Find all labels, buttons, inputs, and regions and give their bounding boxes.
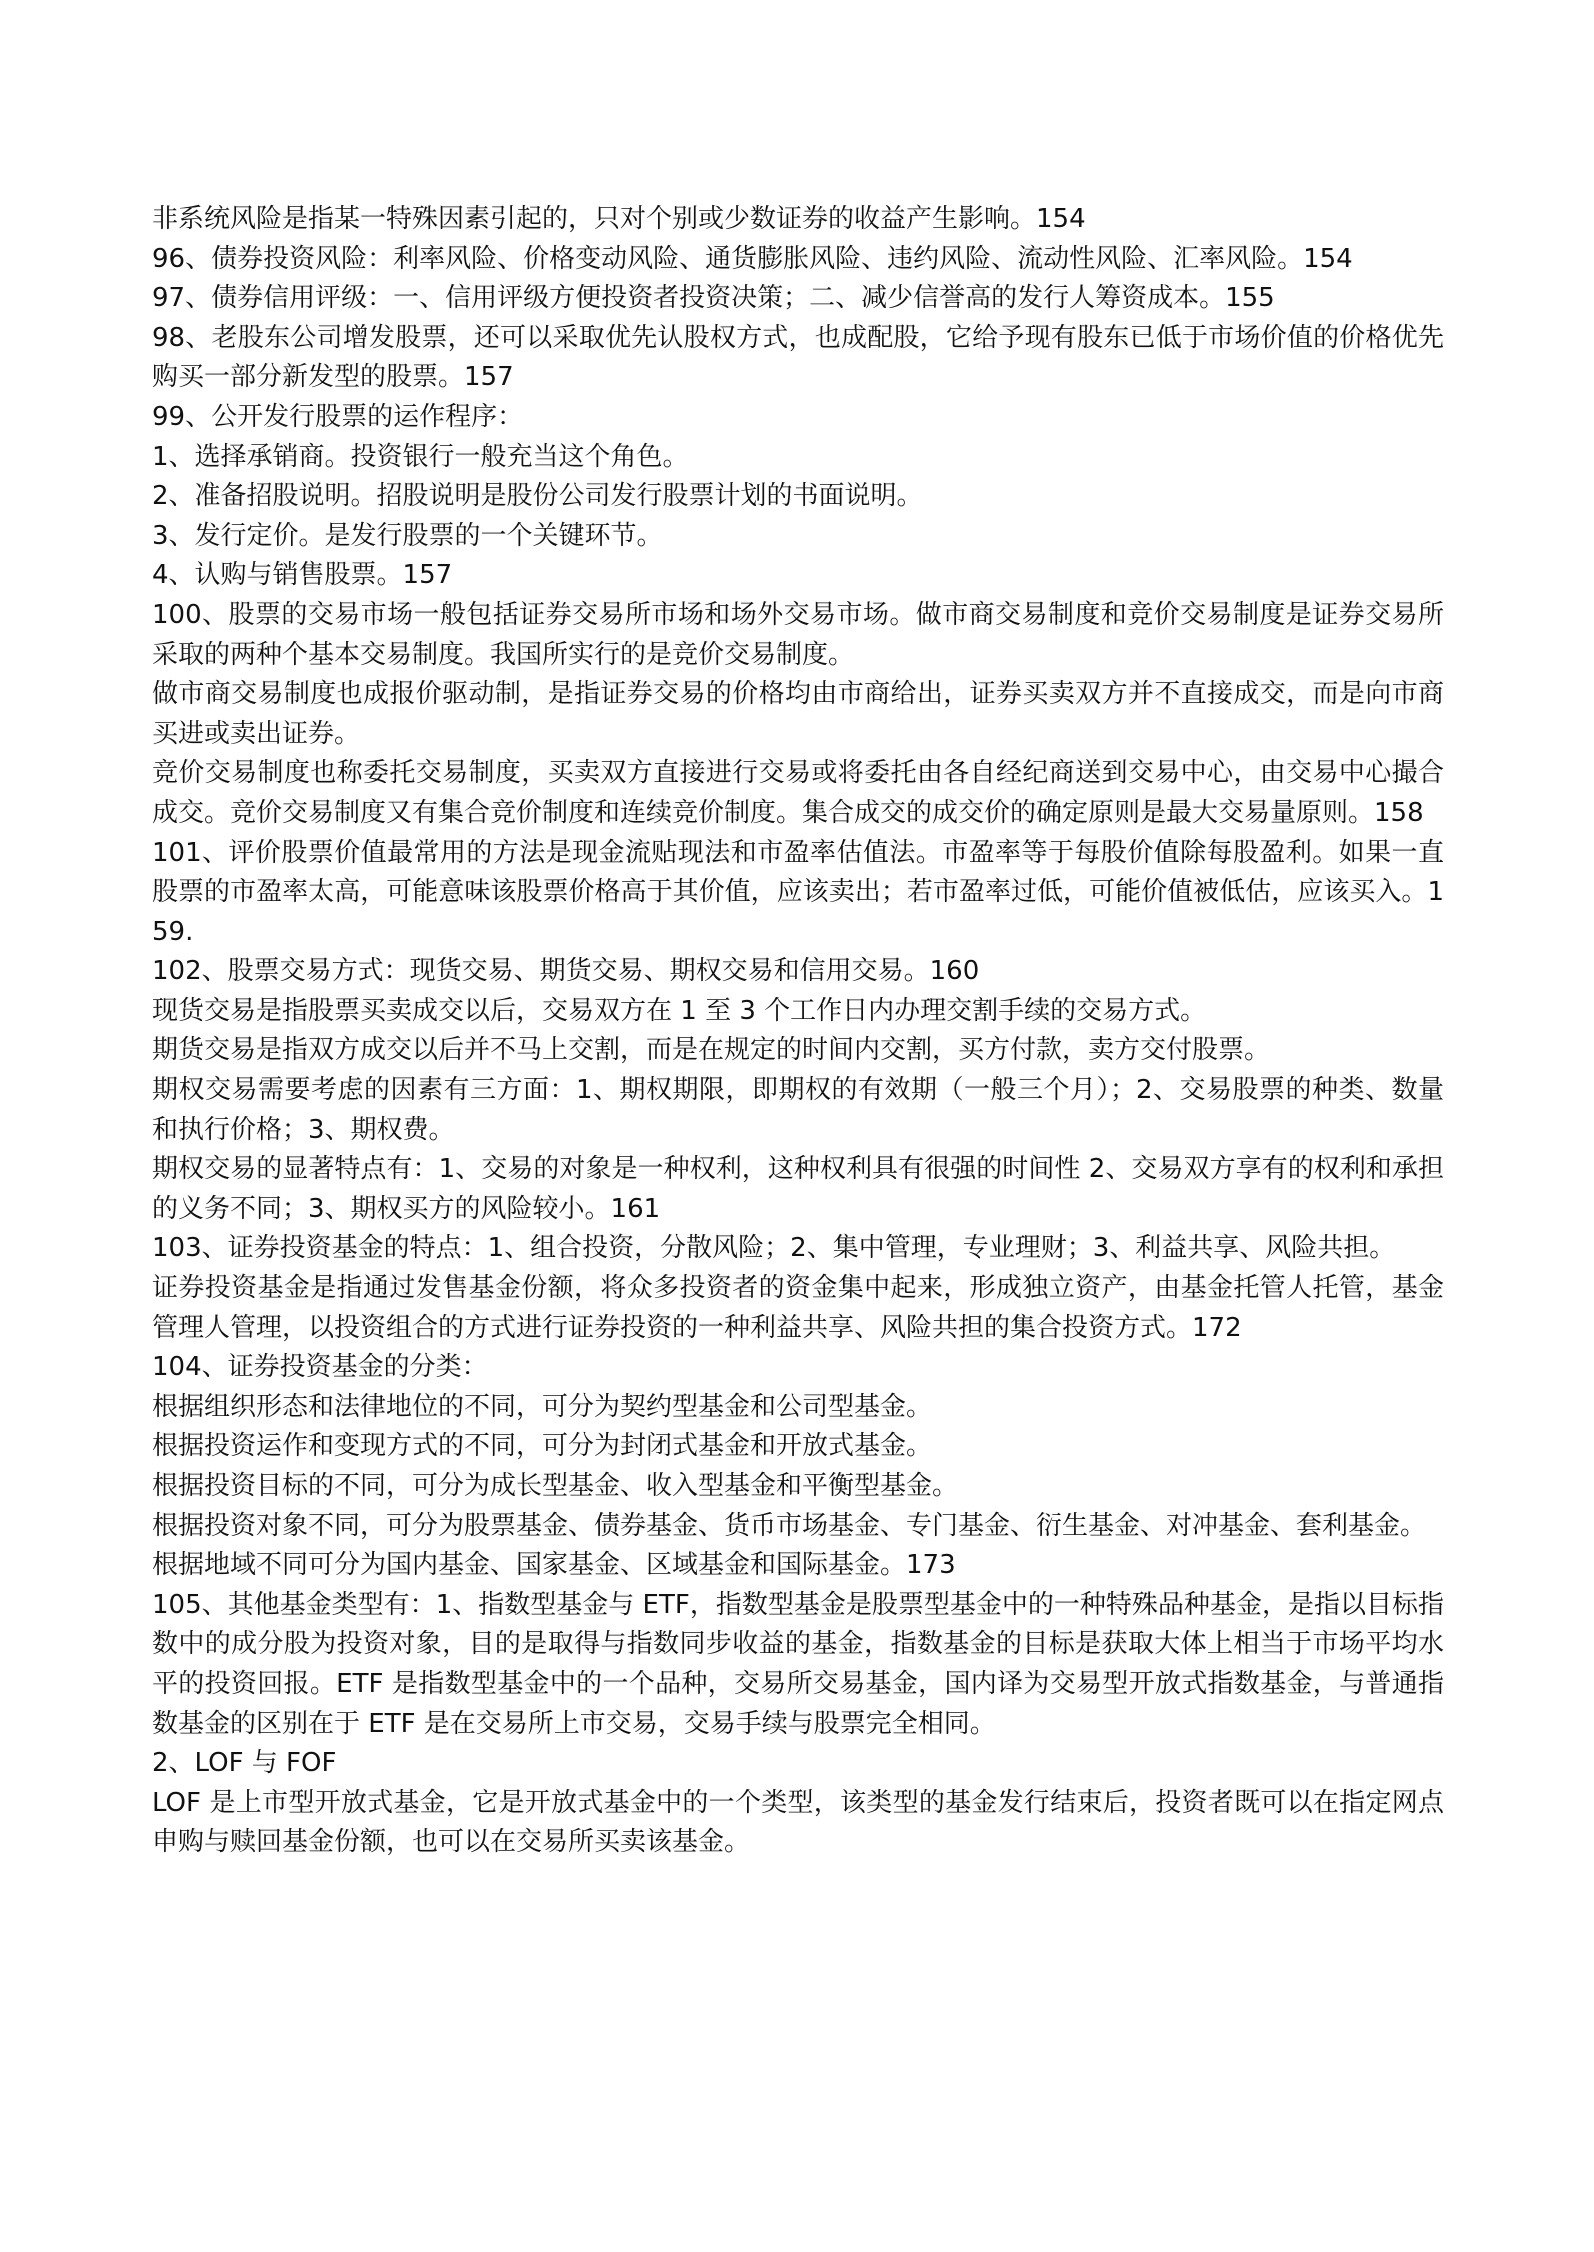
paragraph-lof-fof-heading: 2、LOF 与 FOF bbox=[152, 1748, 337, 1779]
paragraph-104-fund-classification: 104、证券投资基金的分类： bbox=[152, 1352, 488, 1383]
paragraph-99-issue-procedure: 99、公开发行股票的运作程序： bbox=[152, 401, 524, 432]
paragraph-market-maker-system: 做市商交易制度也成报价驱动制，是指证券交易的价格均由市商给出，证券买卖双方并不直接成交，而是向市商买进或卖出证券。 bbox=[152, 679, 1444, 749]
paragraph-98-rights-offering: 98、老股东公司增发股票，还可以采取优先认股权方式，也成配股，它给予现有股东已低于市场价值的价格优先购买一部分新发型的股票。157 bbox=[152, 322, 1444, 393]
paragraph-classification-operation: 根据投资运作和变现方式的不同，可分为封闭式基金和开放式基金。 bbox=[152, 1431, 933, 1462]
paragraph-options-features: 期权交易的显著特点有：1、交易的对象是一种权利，这种权利具有很强的时间性 2、交易双方享有的权利和承担的义务不同；3、期权买方的风险较小。161 bbox=[152, 1154, 1444, 1224]
paragraph-103-fund-features: 103、证券投资基金的特点：1、组合投资，分散风险；2、集中管理，专业理财；3、利益共享、风险共担。 bbox=[152, 1233, 1396, 1264]
paragraph-auction-system: 竞价交易制度也称委托交易制度，买卖双方直接进行交易或将委托由各自经纪商送到交易中心，由交易中心撮合成交。竞价交易制度又有集合竞价制度和连续竞价制度。集合成交的成交价的确定原则是最大交易量原则。158 bbox=[152, 758, 1444, 828]
paragraph-fund-definition: 证券投资基金是指通过发售基金份额，将众多投资者的资金集中起来，形成独立资产，由基金托管人托管，基金管理人管理，以投资组合的方式进行证券投资的一种利益共享、风险共担的集合投资方式。172 bbox=[152, 1273, 1444, 1343]
paragraph-101-valuation: 101、评价股票价值最常用的方法是现金流贴现法和市盈率估值法。市盈率等于每股价值除每股盈利。如果一直股票的市盈率太高，可能意味该股票价格高于其价值，应该卖出；若市盈率过低，可能价值被低估，应该买入。159. bbox=[152, 837, 1444, 947]
paragraph-lof-definition: LOF 是上市型开放式基金，它是开放式基金中的一个类型，该类型的基金发行结束后，投资者既可以在指定网点申购与赎回基金份额，也可以在交易所买卖该基金。 bbox=[152, 1787, 1444, 1858]
paragraph-99-step-4: 4、认购与销售股票。157 bbox=[152, 560, 453, 591]
paragraph-options-factors: 期权交易需要考虑的因素有三方面：1、期权期限，即期权的有效期（一般三个月）；2、交易股票的种类、数量和执行价格；3、期权费。 bbox=[152, 1075, 1444, 1145]
paragraph-99-step-1: 1、选择承销商。投资银行一般充当这个角色。 bbox=[152, 441, 689, 472]
paragraph-99-step-3: 3、发行定价。是发行股票的一个关键环节。 bbox=[152, 520, 663, 551]
paragraph-futures-trading: 期货交易是指双方成交以后并不马上交割，而是在规定的时间内交割，买方付款，卖方交付股票。 bbox=[152, 1035, 1271, 1066]
paragraph-99-step-2: 2、准备招股说明。招股说明是股份公司发行股票计划的书面说明。 bbox=[152, 481, 923, 512]
document-body bbox=[152, 200, 1444, 1863]
paragraph-spot-trading: 现货交易是指股票买卖成交以后，交易双方在 1 至 3 个工作日内办理交割手续的交易方式。 bbox=[152, 995, 1207, 1026]
paragraph-105-other-funds: 105、其他基金类型有：1、指数型基金与 ETF，指数型基金是股票型基金中的一种特殊品种基金，是指以目标指数中的成分股为投资对象，目的是取得与指数同步收益的基金，指数基金的目标是获取大体上相当于市场平均水平的投资回报。ETF 是指数型基金中的一个品种，交易所交易基金，国内译为交易型开放式指数基金，与普通指数基金的区别在于 ETF 是在交易所上市交易，交易手续与股票完全相同。 bbox=[152, 1589, 1444, 1739]
paragraph-classification-objective: 根据投资目标的不同，可分为成长型基金、收入型基金和平衡型基金。 bbox=[152, 1471, 959, 1501]
paragraph-classification-region: 根据地域不同可分为国内基金、国家基金、区域基金和国际基金。173 bbox=[152, 1550, 956, 1581]
paragraph-unsystematic-risk: 非系统风险是指某一特殊因素引起的，只对个别或少数证券的收益产生影响。154 bbox=[152, 204, 1086, 234]
paragraph-96-bond-risk: 96、债券投资风险：利率风险、价格变动风险、通货膨胀风险、违约风险、流动性风险、汇率风险。154 bbox=[152, 243, 1353, 274]
paragraph-classification-legal-form: 根据组织形态和法律地位的不同，可分为契约型基金和公司型基金。 bbox=[152, 1391, 933, 1422]
paragraph-97-credit-rating: 97、债券信用评级：一、信用评级方便投资者投资决策；二、减少信誉高的发行人筹资成本。155 bbox=[152, 283, 1275, 314]
paragraph-100-trading-market: 100、股票的交易市场一般包括证券交易所市场和场外交易市场。做市商交易制度和竞价交易制度是证券交易所采取的两种个基本交易制度。我国所实行的是竞价交易制度。 bbox=[152, 599, 1444, 670]
paragraph-classification-investment-target: 根据投资对象不同，可分为股票基金、债券基金、货币市场基金、专门基金、衍生基金、对冲基金、套利基金。 bbox=[152, 1510, 1427, 1541]
paragraph-102-trading-methods: 102、股票交易方式：现货交易、期货交易、期权交易和信用交易。160 bbox=[152, 956, 980, 987]
